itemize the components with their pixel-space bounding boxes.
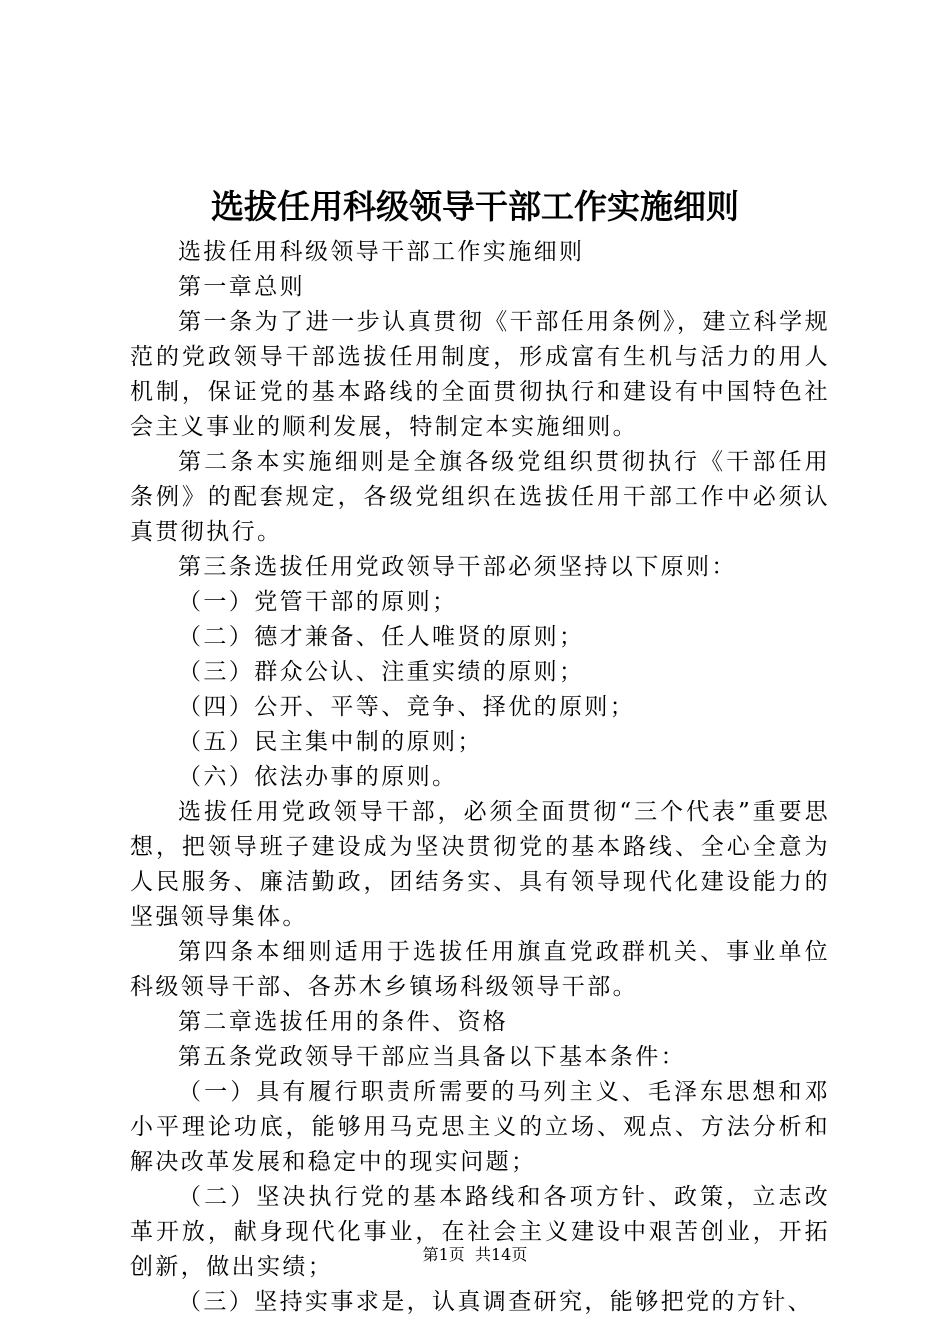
list-item: （五）民主集中制的原则； bbox=[178, 729, 483, 755]
document-title: 选拔任用科级领导干部工作实施细则 bbox=[211, 187, 739, 226]
body-paragraph: 第二条本实施细则是全旗各级党组织贯彻执行《干部任用条例》的配套规定，各级党组织在选拔任用干部工作中必须认真贯彻执行。 bbox=[130, 449, 830, 545]
page-footer bbox=[0, 1244, 950, 1266]
body-paragraph: 第四条本细则适用于选拔任用旗直党政群机关、事业单位科级领导干部、各苏木乡镇场科级领导干部。 bbox=[130, 939, 830, 1000]
body-paragraph: 第三条选拔任用党政领导干部必须坚持以下原则： bbox=[178, 554, 737, 580]
body-paragraph: 第五条党政领导干部应当具备以下基本条件： bbox=[178, 1044, 686, 1070]
list-item: （一）党管干部的原则； bbox=[178, 589, 458, 615]
list-item: （二）坚决执行党的基本路线和各项方针、政策，立志改革开放，献身现代化事业，在社会主义建设中艰苦创业，开拓创新，做出实绩； bbox=[130, 1184, 830, 1280]
body-paragraph: 选拔任用党政领导干部，必须全面贯彻“三个代表”重要思想，把领导班子建设成为坚决贯彻党的基本路线、全心全意为人民服务、廉洁勤政，团结务实、具有领导现代化建设能力的坚强领导集体。 bbox=[130, 799, 830, 930]
list-item: （二）德才兼备、任人唯贤的原则； bbox=[178, 624, 585, 650]
list-item: （六）依法办事的原则。 bbox=[178, 764, 458, 790]
document-body bbox=[130, 235, 830, 1320]
body-paragraph: 选拔任用科级领导干部工作实施细则 bbox=[178, 239, 585, 265]
page-total: 共14页 bbox=[474, 1245, 528, 1264]
list-item: （四）公开、平等、竞争、择优的原则； bbox=[178, 694, 636, 720]
chapter-heading: 第二章选拔任用的条件、资格 bbox=[178, 1009, 509, 1035]
chapter-heading: 第一章总则 bbox=[178, 274, 305, 300]
page-number: 第1页 bbox=[422, 1245, 465, 1264]
list-item: （三）坚持实事求是，认真调查研究，能够把党的方针、 bbox=[178, 1289, 813, 1315]
list-item: （一）具有履行职责所需要的马列主义、毛泽东思想和邓小平理论功底，能够用马克思主义的立场、观点、方法分析和解决改革发展和稳定中的现实问题； bbox=[130, 1079, 830, 1175]
list-item: （三）群众公认、注重实绩的原则； bbox=[178, 659, 585, 685]
body-paragraph: 第一条为了进一步认真贯彻《干部任用条例》，建立科学规范的党政领导干部选拔任用制度，形成富有生机与活力的用人机制，保证党的基本路线的全面贯彻执行和建设有中国特色社会主义事业的顺利发展，特制定本实施细则。 bbox=[130, 309, 830, 440]
